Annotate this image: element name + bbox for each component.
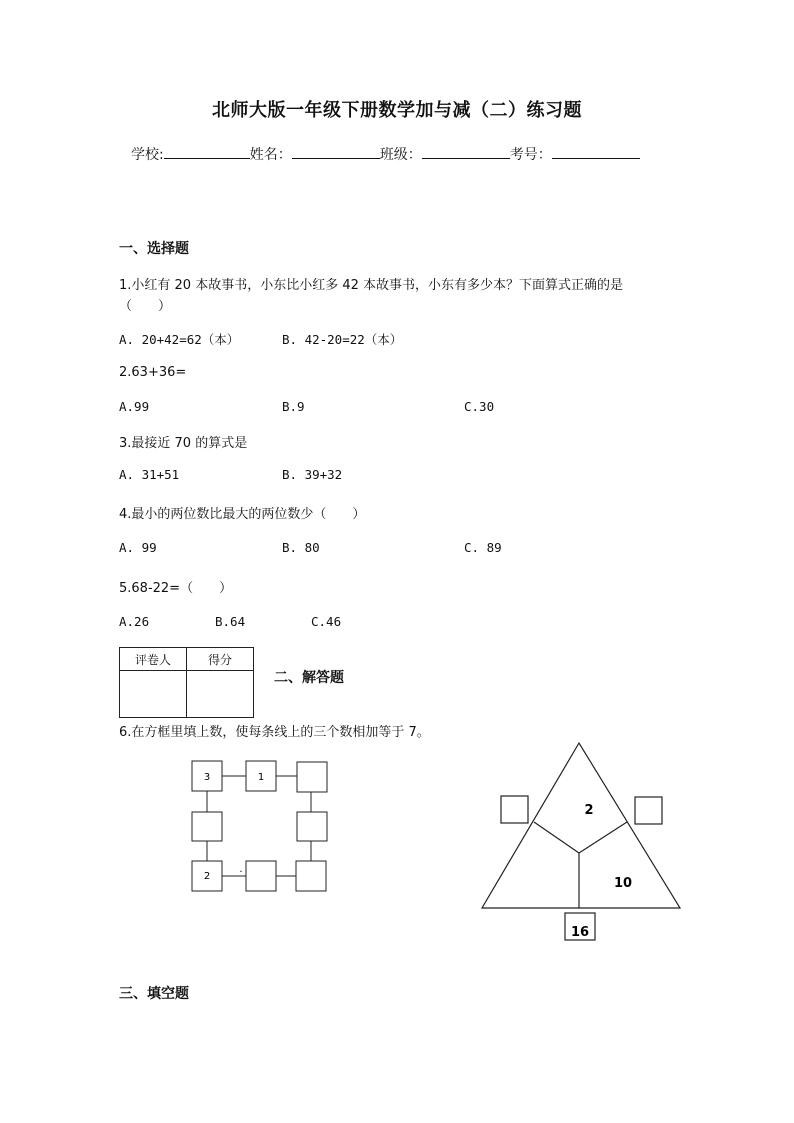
q3-option-b[interactable]: B. 39+32 bbox=[282, 467, 343, 482]
score-cell[interactable] bbox=[187, 671, 254, 718]
square-bottom-mark: · bbox=[239, 867, 243, 878]
answer-box[interactable] bbox=[246, 861, 276, 891]
question-3: 3.最接近 70 的算式是 bbox=[119, 436, 248, 451]
name-blank[interactable] bbox=[292, 142, 380, 159]
square-bottom-left-number: 2 bbox=[203, 871, 211, 882]
q4-option-c[interactable]: C. 89 bbox=[464, 540, 502, 555]
triangle-puzzle bbox=[478, 738, 688, 944]
question-2: 2.63+36= bbox=[119, 365, 187, 380]
class-blank[interactable] bbox=[422, 142, 510, 159]
name-label: 姓名： bbox=[249, 147, 292, 163]
q5-option-c[interactable]: C.46 bbox=[311, 614, 342, 629]
school-label: 学校: bbox=[131, 147, 164, 163]
q5-option-a[interactable]: A.26 bbox=[119, 614, 150, 629]
triangle-outline bbox=[482, 743, 680, 908]
page-title: 北师大版一年级下册数学加与减（二）练习题 bbox=[212, 100, 582, 121]
q2-option-c[interactable]: C.30 bbox=[464, 399, 495, 414]
square-loop-puzzle bbox=[185, 755, 335, 900]
reviewer-cell[interactable] bbox=[120, 671, 187, 718]
q1-option-b[interactable]: B. 42-20=22（本） bbox=[282, 332, 403, 347]
section2-heading: 二、解答题 bbox=[274, 670, 344, 686]
q4-option-a[interactable]: A. 99 bbox=[119, 540, 157, 555]
triangle-left-box[interactable] bbox=[501, 796, 528, 823]
section1-heading: 一、选择题 bbox=[119, 241, 189, 257]
triangle-right-box[interactable] bbox=[635, 797, 662, 824]
triangle-top-number: 2 bbox=[584, 803, 594, 818]
student-info-row bbox=[131, 142, 640, 164]
triangle-bottom-number: 16 bbox=[570, 925, 590, 940]
section3-heading: 三、填空题 bbox=[119, 986, 189, 1002]
school-blank[interactable] bbox=[164, 142, 250, 159]
square-top-mid-number: 1 bbox=[257, 772, 265, 783]
q2-option-b[interactable]: B.9 bbox=[282, 399, 305, 414]
q2-option-a[interactable]: A.99 bbox=[119, 399, 150, 414]
question-1: 1.小红有 20 本故事书，小东比小红多 42 本故事书，小东有多少本？下面算式正确的是 bbox=[119, 278, 624, 293]
answer-box[interactable] bbox=[297, 762, 327, 792]
answer-box[interactable] bbox=[296, 861, 326, 891]
answer-box[interactable] bbox=[192, 812, 222, 841]
q5-option-b[interactable]: B.64 bbox=[215, 614, 246, 629]
answer-box[interactable] bbox=[297, 812, 327, 841]
question-1-paren: （ ） bbox=[119, 299, 172, 314]
class-label: 班级： bbox=[379, 147, 422, 163]
question-5: 5.68-22=（ ） bbox=[119, 581, 233, 596]
q3-option-a[interactable]: A. 31+51 bbox=[119, 467, 180, 482]
reviewer-header: 评卷人 bbox=[120, 648, 187, 671]
score-table bbox=[119, 647, 254, 718]
q4-option-b[interactable]: B. 80 bbox=[282, 540, 320, 555]
exam-no-blank[interactable] bbox=[552, 142, 640, 159]
question-6: 6.在方框里填上数，使每条线上的三个数相加等于 7。 bbox=[119, 725, 430, 740]
score-header: 得分 bbox=[187, 648, 254, 671]
exam-no-label: 考号： bbox=[509, 147, 552, 163]
question-4: 4.最小的两位数比最大的两位数少（ ） bbox=[119, 507, 366, 522]
q1-option-a[interactable]: A. 20+42=62（本） bbox=[119, 332, 240, 347]
triangle-right-number: 10 bbox=[613, 876, 633, 891]
square-top-left-number: 3 bbox=[203, 772, 211, 783]
